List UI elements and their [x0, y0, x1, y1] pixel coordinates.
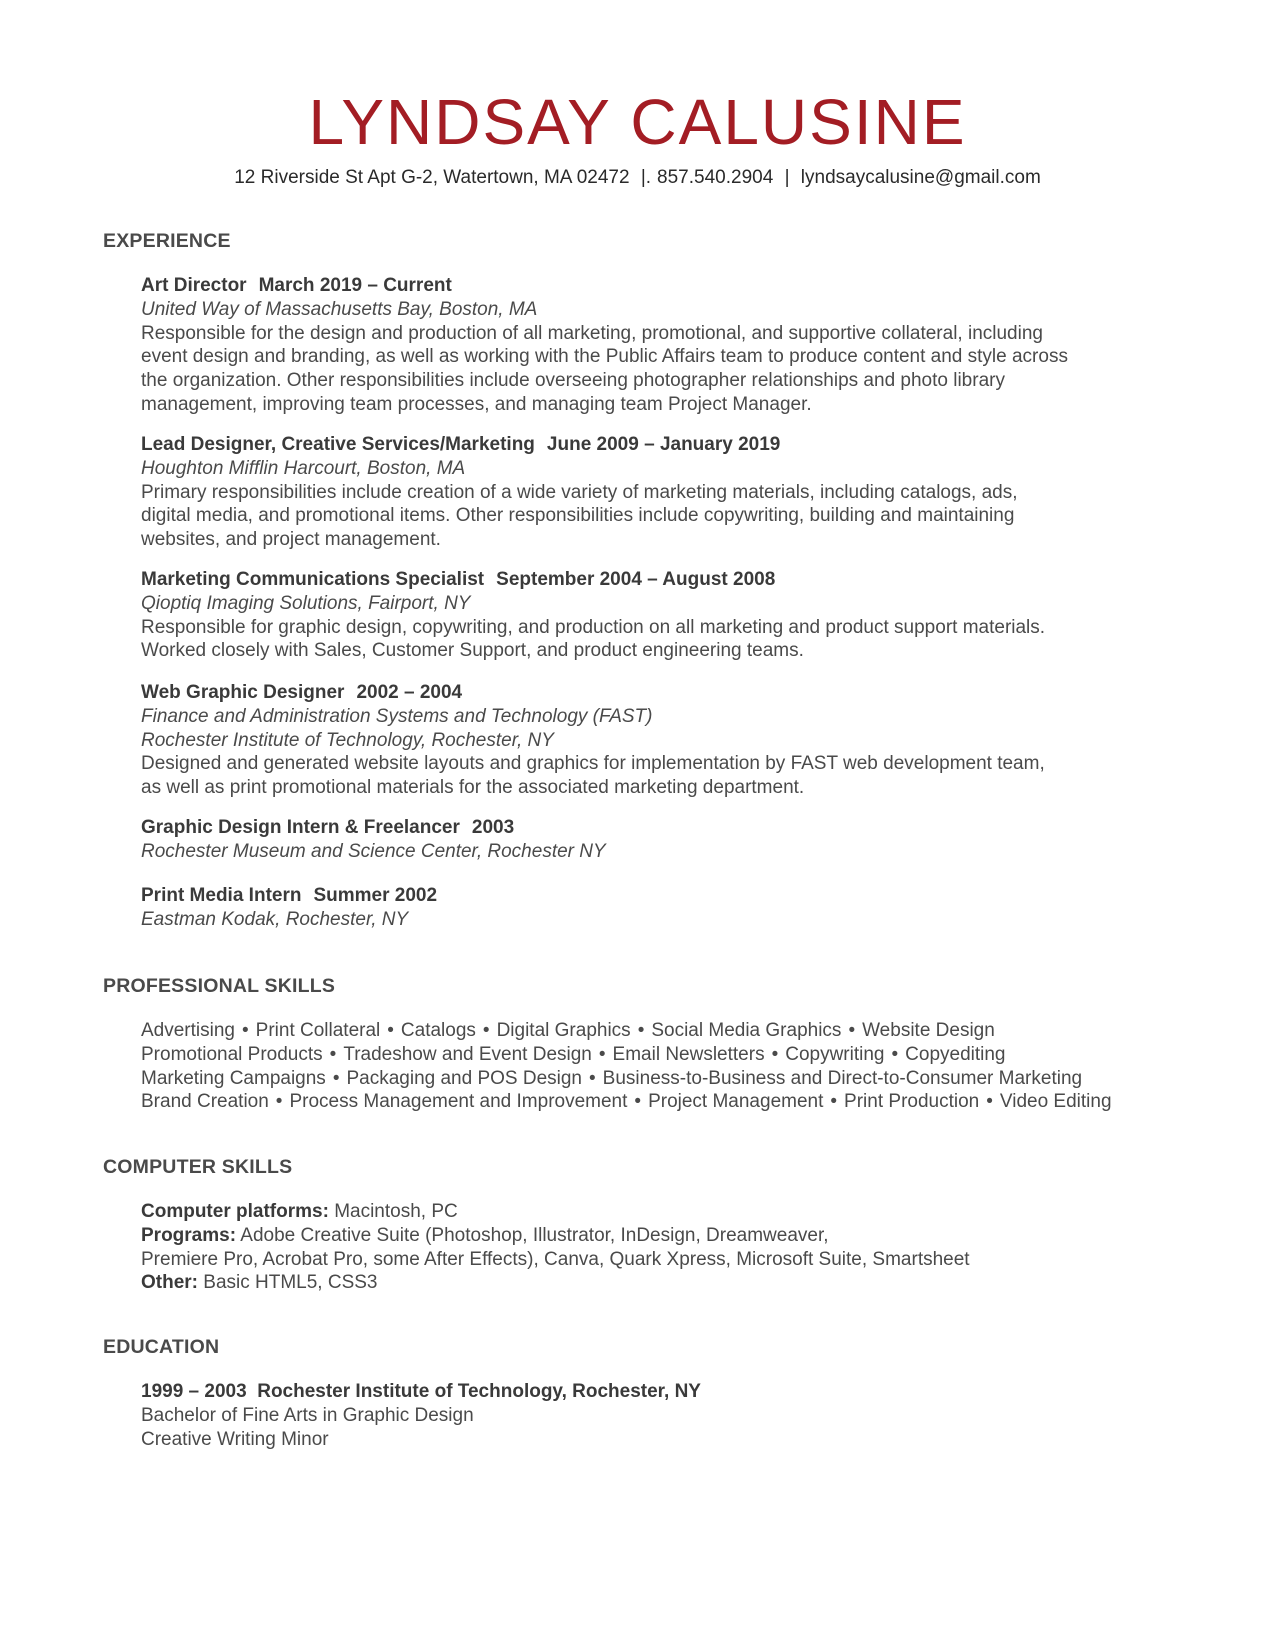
job-company: Qioptiq Imaging Solutions, Fairport, NY — [141, 592, 471, 614]
programs-value-continued: Premiere Pro, Acrobat Pro, some After Effects), Canva, Quark Xpress, Microsoft Suite, Smartsheet — [141, 1248, 970, 1270]
job-title: Print Media Intern — [141, 885, 302, 906]
job-title: Art Director — [141, 275, 247, 296]
job-entry — [141, 884, 1201, 932]
skill-item: Tradeshow and Event Design — [343, 1043, 592, 1065]
skill-item: Marketing Campaigns — [141, 1067, 326, 1089]
job-title-line — [141, 816, 1201, 840]
skill-item: Catalogs — [400, 1020, 476, 1041]
job-description-line: Responsible for the design and production of all marketing, promotional, and supportive collateral, including — [141, 322, 1043, 344]
skill-item: Email Newsletters — [612, 1043, 765, 1065]
skill-item: Print Collateral — [255, 1020, 381, 1041]
computer-platforms-line — [141, 1200, 1201, 1224]
job-company: Rochester Museum and Science Center, Rochester NY — [141, 840, 606, 862]
job-dates: June 2009 – January 2019 — [546, 434, 781, 455]
bullet-separator: • — [986, 1091, 993, 1113]
job-company: Finance and Administration Systems and Technology (FAST) — [141, 705, 653, 727]
job-description-line: event design and branding, as well as working with the Public Affairs team to produce content and style across — [141, 346, 1068, 368]
job-title-line — [141, 274, 1201, 298]
job-dates: September 2004 – August 2008 — [496, 569, 776, 590]
contact-separator: |. — [640, 167, 652, 188]
education-title: 1999 – 2003 Rochester Institute of Technology, Rochester, NY — [141, 1381, 701, 1402]
skill-item: Packaging and POS Design — [346, 1067, 583, 1089]
job-description-line: the organization. Other responsibilities include overseeing photographer relationships and photo library — [141, 370, 1005, 392]
section-heading-education: EDUCATION — [103, 1336, 220, 1358]
skill-item: Website Design — [862, 1020, 995, 1041]
education-minor: Creative Writing Minor — [141, 1428, 329, 1450]
skill-item: Promotional Products — [141, 1043, 323, 1065]
skill-item: Social Media Graphics — [651, 1020, 842, 1041]
job-description-line: websites, and project management. — [141, 529, 441, 551]
job-entry — [141, 274, 1201, 417]
job-dates: 2002 – 2004 — [356, 682, 463, 703]
skill-item: Video Editing — [999, 1091, 1112, 1113]
bullet-separator: • — [891, 1043, 899, 1065]
computer-skills-list — [141, 1200, 1201, 1295]
skill-item: Print Production — [844, 1091, 980, 1113]
bullet-separator: • — [771, 1043, 779, 1065]
job-entry — [141, 568, 1201, 663]
programs-line — [141, 1224, 1201, 1248]
job-dates: Summer 2002 — [313, 885, 438, 906]
bullet-separator: • — [275, 1091, 283, 1113]
job-company: Houghton Mifflin Harcourt, Boston, MA — [141, 457, 466, 479]
job-company: United Way of Massachusetts Bay, Boston, MA — [141, 298, 538, 320]
job-entry — [141, 816, 1201, 864]
section-heading-experience: EXPERIENCE — [103, 230, 231, 252]
job-title-line — [141, 568, 1201, 592]
skills-line — [141, 1019, 1201, 1043]
contact-separator: | — [784, 167, 790, 188]
bullet-separator: • — [637, 1020, 645, 1041]
skill-item: Project Management — [648, 1091, 824, 1113]
bullet-separator: • — [848, 1020, 856, 1041]
section-heading-professional-skills: PROFESSIONAL SKILLS — [103, 975, 336, 997]
skill-item: Copywriting — [785, 1043, 885, 1065]
skills-line — [141, 1043, 1201, 1067]
programs-label: Programs: — [141, 1224, 237, 1246]
education-entry — [141, 1380, 1201, 1451]
contact-line — [0, 166, 1275, 190]
job-description-line: Responsible for graphic design, copywriting, and production on all marketing and product support materials. — [141, 616, 1046, 638]
skill-item: Brand Creation — [141, 1091, 269, 1113]
bullet-separator: • — [634, 1091, 642, 1113]
computer-platforms-value: Macintosh, PC — [334, 1201, 458, 1222]
job-title-line — [141, 681, 1201, 705]
bullet-separator: • — [482, 1020, 490, 1041]
job-title-line — [141, 433, 1201, 457]
other-skills-value: Basic HTML5, CSS3 — [203, 1272, 378, 1294]
education-degree: Bachelor of Fine Arts in Graphic Design — [141, 1404, 474, 1426]
skills-line — [141, 1090, 1201, 1114]
phone: 857.540.2904 — [657, 167, 774, 188]
skills-line — [141, 1067, 1201, 1091]
job-title: Web Graphic Designer — [141, 682, 345, 703]
other-skills-line — [141, 1271, 1201, 1295]
programs-value: Adobe Creative Suite (Photoshop, Illustrator, InDesign, Dreamweaver, — [240, 1224, 829, 1246]
address: 12 Riverside St Apt G-2, Watertown, MA 02472 — [234, 167, 630, 188]
computer-platforms-label: Computer platforms: — [141, 1201, 329, 1222]
job-dates: 2003 — [471, 817, 515, 838]
professional-skills-list — [141, 1019, 1201, 1114]
email-link[interactable]: lyndsaycalusine@gmail.com — [800, 167, 1041, 188]
job-title-line — [141, 884, 1201, 908]
skill-item: Business-to-Business and Direct-to-Consumer Marketing — [602, 1067, 1083, 1089]
job-description-line: digital media, and promotional items. Other responsibilities include copywriting, building and maintaining — [141, 505, 1015, 527]
job-company: Eastman Kodak, Rochester, NY — [141, 908, 409, 930]
skill-item: Digital Graphics — [496, 1020, 631, 1041]
bullet-separator: • — [332, 1067, 340, 1089]
job-description-line: management, improving team processes, and managing team Project Manager. — [141, 393, 812, 415]
job-description-line: Worked closely with Sales, Customer Support, and product engineering teams. — [141, 640, 804, 662]
bullet-separator: • — [387, 1020, 394, 1041]
job-title: Lead Designer, Creative Services/Marketing — [141, 434, 535, 455]
job-company: Rochester Institute of Technology, Rochester, NY — [141, 729, 554, 751]
job-entry — [141, 433, 1201, 552]
resume-name: LYNDSAY CALUSINE — [308, 86, 967, 158]
skill-item: Copyediting — [905, 1043, 1006, 1065]
bullet-separator: • — [329, 1043, 337, 1065]
skill-item: Process Management and Improvement — [289, 1091, 628, 1113]
job-title: Graphic Design Intern & Freelancer — [141, 817, 460, 838]
other-skills-label: Other: — [141, 1272, 198, 1294]
job-description-line: Primary responsibilities include creation of a wide variety of marketing materials, including catalogs, ads, — [141, 481, 1018, 503]
job-dates: March 2019 – Current — [258, 275, 452, 296]
job-title: Marketing Communications Specialist — [141, 569, 485, 590]
bullet-separator: • — [598, 1043, 606, 1065]
section-heading-computer-skills: COMPUTER SKILLS — [103, 1156, 293, 1178]
skill-item: Advertising — [141, 1020, 235, 1041]
bullet-separator: • — [589, 1067, 596, 1089]
bullet-separator: • — [830, 1091, 838, 1113]
job-entry — [141, 681, 1201, 800]
bullet-separator: • — [242, 1020, 249, 1041]
job-description-line: as well as print promotional materials for the associated marketing department. — [141, 777, 805, 799]
job-description-line: Designed and generated website layouts and graphics for implementation by FAST web development team, — [141, 753, 1045, 775]
